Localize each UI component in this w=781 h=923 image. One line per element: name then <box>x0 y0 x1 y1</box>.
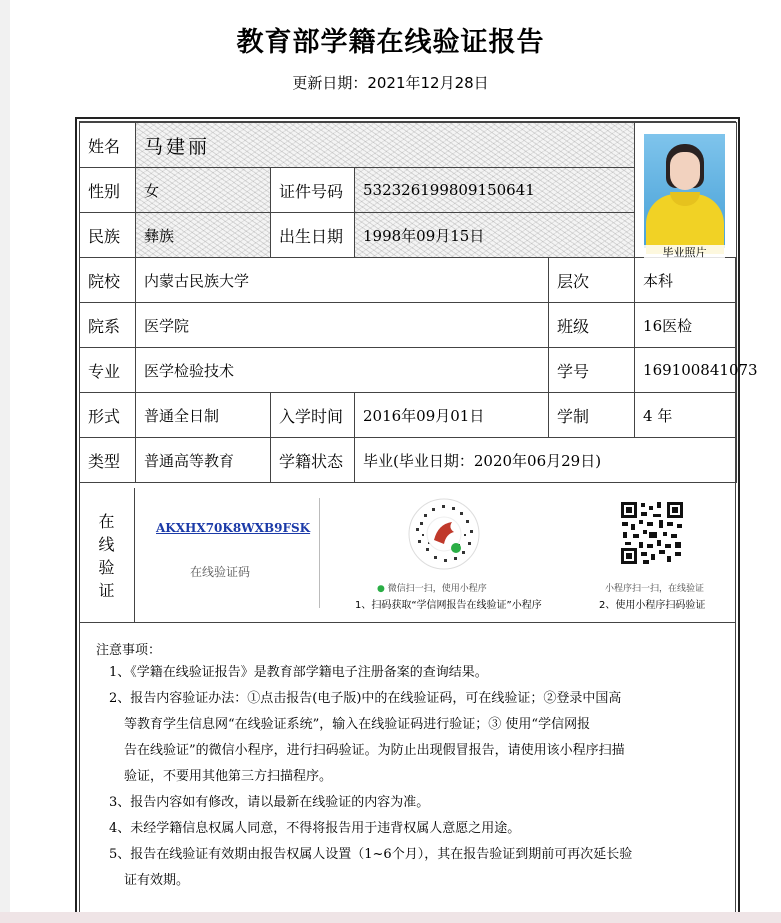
student-no-value: 169100841073 <box>635 348 737 393</box>
photo-cell <box>635 123 737 258</box>
notice-item: 等教育学生信息网“在线验证系统”，输入在线验证码进行验证；③ 使用“学信网报 <box>124 717 591 732</box>
verification-code-caption: 在线验证码 <box>190 565 251 579</box>
divider <box>319 498 320 608</box>
status-label: 学籍状态 <box>271 438 355 483</box>
entry-value: 2016年09月01日 <box>355 393 549 438</box>
notice-item: 证有效期。 <box>124 873 190 888</box>
id-label: 证件号码 <box>271 168 355 213</box>
update-date: 更新日期：2021年12月28日 <box>292 74 489 92</box>
student-info-table <box>79 122 758 483</box>
form-label: 形式 <box>80 393 136 438</box>
verification-code-link[interactable]: AKXHX70K8WXB9FSK <box>156 521 311 535</box>
class-label: 班级 <box>549 303 635 348</box>
notice-item: 1、《学籍在线验证报告》是教育部学籍电子注册备案的查询结果。 <box>109 665 488 680</box>
notice-item: 告在线验证”的微信小程序，进行扫码验证。为防止出现假冒报告，请使用该小程序扫描 <box>124 743 625 758</box>
birth-value: 1998年09月15日 <box>355 213 635 258</box>
student-photo <box>644 134 725 248</box>
report-title: 教育部学籍在线验证报告 <box>236 27 545 58</box>
notice-item: 验证，不要用其他第三方扫描程序。 <box>124 769 333 784</box>
notice-item: 4、未经学籍信息权属人同意，不得将报告用于违背权属人意愿之用途。 <box>109 821 521 836</box>
school-value: 内蒙古民族大学 <box>136 258 549 303</box>
qr-code-icon[interactable] <box>619 500 685 566</box>
ethnic-value: 彝族 <box>136 213 271 258</box>
wechat-miniprogram-qr-icon[interactable] <box>408 498 480 570</box>
qr1-hint: ● 微信扫一扫，使用小程序 <box>377 584 487 594</box>
verify-label-char: 证 <box>98 580 115 600</box>
verify-label-char: 在 <box>98 511 115 531</box>
form-value: 普通全日制 <box>136 393 271 438</box>
dept-value: 医学院 <box>136 303 549 348</box>
notice-title: 注意事项： <box>96 643 162 658</box>
class-value: 16医检 <box>635 303 737 348</box>
student-no-label: 学号 <box>549 348 635 393</box>
id-value: 532326199809150641 <box>355 168 635 213</box>
notice-item: 5、报告在线验证有效期由报告权属人设置（1~6个月），其在报告验证到期前可再次延长验 <box>109 847 633 862</box>
notice-item: 3、报告内容如有修改，请以最新在线验证的内容为准。 <box>109 795 430 810</box>
photo-caption: 毕业照片 <box>644 245 725 261</box>
online-verify-section <box>79 488 736 623</box>
notice-item: 2、报告内容验证办法：①点击报告(电子版)中的在线验证码，可在线验证；②登录中国高 <box>109 691 622 706</box>
entry-label: 入学时间 <box>271 393 355 438</box>
level-label: 层次 <box>549 258 635 303</box>
level-value: 本科 <box>635 258 737 303</box>
verify-label-char: 线 <box>98 534 115 554</box>
school-label: 院校 <box>80 258 136 303</box>
qr1-hint-text: 微信扫一扫，使用小程序 <box>387 584 487 594</box>
verify-label-char: 验 <box>98 557 115 577</box>
type-label: 类型 <box>80 438 136 483</box>
notice-section <box>79 623 736 923</box>
major-label: 专业 <box>80 348 136 393</box>
dept-label: 院系 <box>80 303 136 348</box>
qr2-hint: 小程序扫一扫，在线验证 <box>605 584 705 594</box>
qr1-caption: 1、扫码获取“学信网报告在线验证”小程序 <box>355 600 542 611</box>
name-label: 姓名 <box>80 123 136 168</box>
name-value: 马建丽 <box>136 123 635 168</box>
online-verify-label <box>79 488 135 623</box>
ethnic-label: 民族 <box>80 213 136 258</box>
qr2-caption: 2、使用小程序扫码验证 <box>599 600 706 611</box>
duration-value: 4 年 <box>635 393 737 438</box>
left-gutter <box>0 0 10 923</box>
bottom-taskbar-edge <box>0 912 781 923</box>
major-value: 医学检验技术 <box>136 348 549 393</box>
status-value: 毕业(毕业日期：2020年06月29日) <box>355 438 737 483</box>
duration-label: 学制 <box>549 393 635 438</box>
birth-label: 出生日期 <box>271 213 355 258</box>
type-value: 普通高等教育 <box>136 438 271 483</box>
gender-label: 性别 <box>80 168 136 213</box>
gender-value: 女 <box>136 168 271 213</box>
